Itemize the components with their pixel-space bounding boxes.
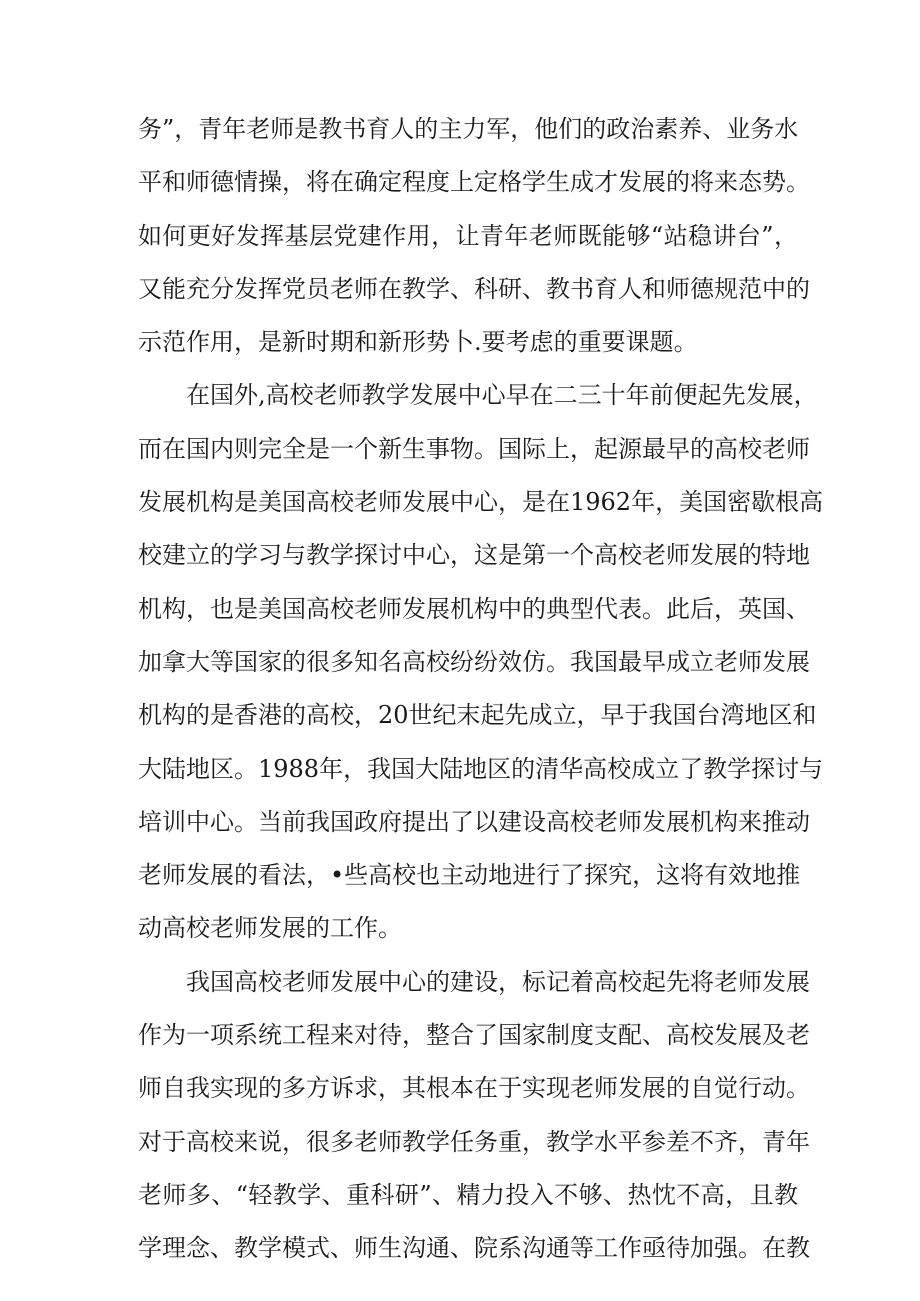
text-line: 而在国内则完全是一个新生事物。国际上，起源最早的高校老师 — [138, 434, 810, 463]
paragraph-3 — [138, 956, 810, 1276]
text-line: 老师多、“轻教学、重科研”、精力投入不够、热忱不高，且教 — [138, 1180, 798, 1209]
text-line: 老师发展的看法，•些高校也主动地进行了探究，这将有效地推 — [138, 861, 801, 890]
text-line: 如何更好发挥基层党建作用，让青年老师既能够“站稳讲台”， — [138, 221, 798, 250]
text-line: 对于高校来说，很多老师教学任务重，教学水平参差不齐，青年 — [138, 1127, 810, 1156]
text-line: 师自我实现的多方诉求，其根本在于实现老师发展的自觉行动。 — [138, 1074, 810, 1103]
text-line: 培训中心。当前我国政府提出了以建设高校老师发展机构来推动 — [138, 807, 810, 836]
text-line: 我国高校老师发展中心的建设，标记着高校起先将老师发展 — [186, 967, 810, 996]
text-line: 大陆地区。1988年，我国大陆地区的清华高校成立了教学探讨与 — [138, 754, 824, 783]
paragraph-2 — [138, 369, 824, 955]
text-line: 在国外,高校老师教学发展中心早在二三十年前便起先发展， — [186, 381, 818, 410]
text-line: 作为一项系统工程来对待，整合了国家制度支配、高校发展及老 — [138, 1021, 810, 1050]
text-line: 学理念、教学模式、师生沟通、院系沟通等工作亟待加强。在教 — [138, 1234, 810, 1263]
text-line: 示范作用，是新时期和新形势卜.要考虑的重要课题。 — [138, 328, 698, 357]
document-body — [138, 103, 824, 1276]
text-line: 又能充分发挥党员老师在教学、科研、教书育人和师德规范中的 — [138, 274, 810, 303]
text-line: 校建立的学习与教学探讨中心，这是第一个高校老师发展的特地 — [138, 541, 810, 570]
paragraph-1 — [138, 103, 810, 369]
text-line: 动高校老师发展的工作。 — [138, 914, 402, 943]
text-line: 加拿大等国家的很多知名高校纷纷效仿。我国最早成立老师发展 — [138, 647, 810, 676]
text-line: 发展机构是美国高校老师发展中心，是在1962年，美国密歇根高 — [138, 488, 824, 517]
text-line: 务”，青年老师是教书育人的主力军，他们的政治素养、业务水 — [138, 115, 799, 143]
text-line: 平和师德情操，将在确定程度上定格学生成才发展的将来态势。 — [138, 168, 810, 197]
text-line: 机构的是香港的高校，20世纪末起先成立，早于我国台湾地区和 — [138, 701, 817, 730]
text-line: 机构，也是美国高校老师发展机构中的典型代表。此后，英国、 — [138, 594, 810, 623]
